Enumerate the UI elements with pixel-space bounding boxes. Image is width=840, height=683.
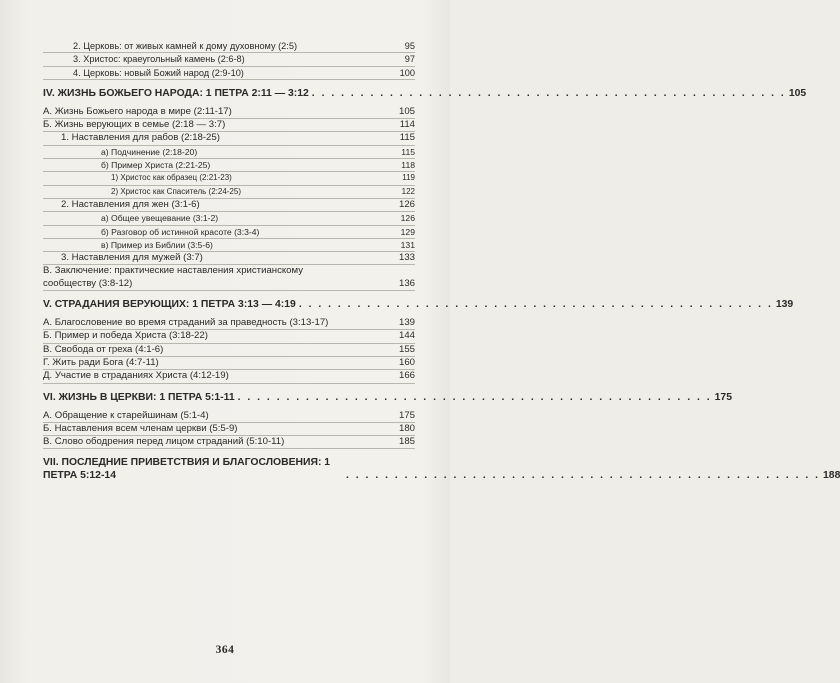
entry-page-number: 126 [400, 213, 415, 224]
toc-entry [43, 410, 415, 423]
entry-title: А. Жизнь Божьего народа в мире (2:11-17) [43, 105, 232, 117]
toc-entry [43, 423, 415, 436]
entry-title: б) Разговор об истинной красоте (3:3-4) [101, 226, 260, 237]
entry-title: 3. Христос: краеугольный камень (2:6-8) [73, 54, 245, 65]
toc-entry [43, 159, 415, 172]
entry-title: а) Общее увещевание (3:1-2) [101, 213, 219, 224]
section-page-number: 175 [714, 391, 732, 403]
toc-section-heading [43, 87, 807, 100]
entry-title: В. Слово ободрения перед лицом страданий (5:10-11) [43, 436, 285, 448]
entry-title: 2. Наставления для жен (3:1-6) [61, 198, 200, 210]
toc-entry [43, 106, 415, 119]
entry-page-number: 136 [398, 277, 415, 289]
entry-page-number: 144 [398, 330, 415, 342]
entry-page-number: 126 [398, 198, 415, 210]
entry-page-number: 155 [398, 343, 415, 355]
entry-page-number: 95 [404, 41, 415, 51]
entry-page-number: 133 [398, 252, 415, 264]
entry-title: Б. Пример и победа Христа (3:18-22) [43, 330, 208, 342]
entry-title: В. Свобода от греха (4:1-6) [43, 343, 164, 355]
toc-entry [43, 132, 415, 145]
section-title: VII. ПОСЛЕДНИЕ ПРИВЕТСТВИЯ И БЛАГОСЛОВЕНИЯ: 1 ПЕТРА 5:12-14 [43, 457, 331, 482]
dot-leader: . . . . . . . . . . . . . . . . . . . . . . . . . . . . . . . . . . . . . . . . . . . . . . . . . [237, 391, 712, 403]
entry-title: Д. Участие в страданиях Христа (4:12-19) [43, 370, 229, 382]
toc-entry [43, 212, 415, 225]
entry-page-number: 115 [399, 132, 415, 144]
entry-page-number: 119 [402, 173, 415, 183]
section-page-number: 105 [788, 87, 807, 99]
toc-entry [43, 186, 415, 199]
entry-page-number: 105 [398, 105, 415, 117]
table-of-contents [43, 40, 840, 488]
section-title: VI. ЖИЗНЬ В ЦЕРКВИ: 1 ПЕТРА 5:1-11 [43, 391, 235, 403]
entry-page-number: 139 [398, 317, 415, 329]
entry-page-number: 100 [399, 67, 415, 78]
toc-entry [43, 265, 415, 291]
toc-entry [43, 239, 415, 252]
toc-entry [43, 252, 415, 265]
entry-title: 1. Наставления для рабов (2:18-25) [61, 132, 220, 144]
dot-leader: . . . . . . . . . . . . . . . . . . . . . . . . . . . . . . . . . . . . . . . . . . . . . . . . . [311, 87, 786, 99]
toc-entry [43, 146, 415, 159]
entry-page-number: 185 [398, 436, 415, 448]
toc-entry [43, 67, 415, 80]
entry-title: 2. Церковь: от живых камней к дому духовному (2:5) [73, 41, 298, 51]
entry-title: А. Благословение во время страданий за праведность (3:13-17) [43, 317, 329, 329]
toc-entry [43, 436, 415, 449]
toc-entry [43, 119, 415, 132]
toc-section-heading [43, 298, 794, 311]
entry-page-number: 118 [401, 160, 415, 171]
toc-entry [43, 317, 415, 330]
section-page-number: 188 [823, 470, 840, 482]
entry-page-number: 131 [400, 239, 415, 250]
toc-entry [43, 53, 415, 66]
entry-title: 2) Христос как Спаситель (2:24-25) [111, 186, 241, 196]
entry-title: Г. Жить ради Бога (4:7-11) [43, 356, 159, 368]
section-page-number: 139 [775, 299, 794, 311]
entry-title: А. Обращение к старейшинам (5:1-4) [43, 409, 209, 421]
toc-entry [43, 40, 415, 53]
toc-entry [43, 370, 415, 383]
toc-section-heading [43, 391, 732, 404]
entry-title: 1) Христос как образец (2:21-23) [111, 173, 232, 183]
entry-page-number: 115 [401, 146, 415, 157]
toc-entry [43, 330, 415, 343]
toc-entry [43, 344, 415, 357]
toc-entry [43, 172, 415, 185]
toc-section-heading [43, 456, 840, 482]
entry-title: 3. Наставления для мужей (3:7) [61, 252, 203, 264]
entry-page-number: 114 [399, 119, 415, 131]
toc-entry [43, 199, 415, 212]
entry-title: 4. Церковь: новый Божий народ (2:9-10) [73, 67, 244, 78]
dot-leader: . . . . . . . . . . . . . . . . . . . . . . . . . . . . . . . . . . . . . . . . . . . . . . . . . [298, 299, 773, 311]
entry-title: б) Пример Христа (2:21-25) [101, 160, 211, 171]
entry-title: а) Подчинение (2:18-20) [101, 146, 198, 157]
entry-page-number: 122 [401, 186, 415, 196]
entry-title: Б. Жизнь верующих в семье (2:18 — 3:7) [43, 119, 226, 131]
dot-leader: . . . . . . . . . . . . . . . . . . . . . . . . . . . . . . . . . . . . . . . . . . . . . . . . . [346, 470, 821, 482]
entry-page-number: 129 [400, 226, 415, 237]
entry-page-number: 160 [398, 356, 415, 368]
entry-page-number: 97 [404, 54, 415, 65]
toc-entry [43, 226, 415, 239]
entry-page-number: 166 [398, 370, 415, 382]
entry-title: в) Пример из Библии (3:5-6) [101, 239, 213, 250]
entry-page-number: 175 [398, 409, 415, 421]
toc-entry [43, 357, 415, 370]
section-title: V. СТРАДАНИЯ ВЕРУЮЩИХ: 1 ПЕТРА 3:13 — 4:19 [43, 299, 296, 311]
section-title: IV. ЖИЗНЬ БОЖЬЕГО НАРОДА: 1 ПЕТРА 2:11 — 3:12 [43, 87, 309, 99]
entry-title: Б. Наставления всем членам церкви (5:5-9) [43, 422, 238, 434]
page-number: 364 [215, 644, 235, 656]
entry-page-number: 180 [398, 422, 415, 434]
entry-title: В. Заключение: практические наставления христианскому сообществу (3:8-12) [43, 265, 304, 289]
